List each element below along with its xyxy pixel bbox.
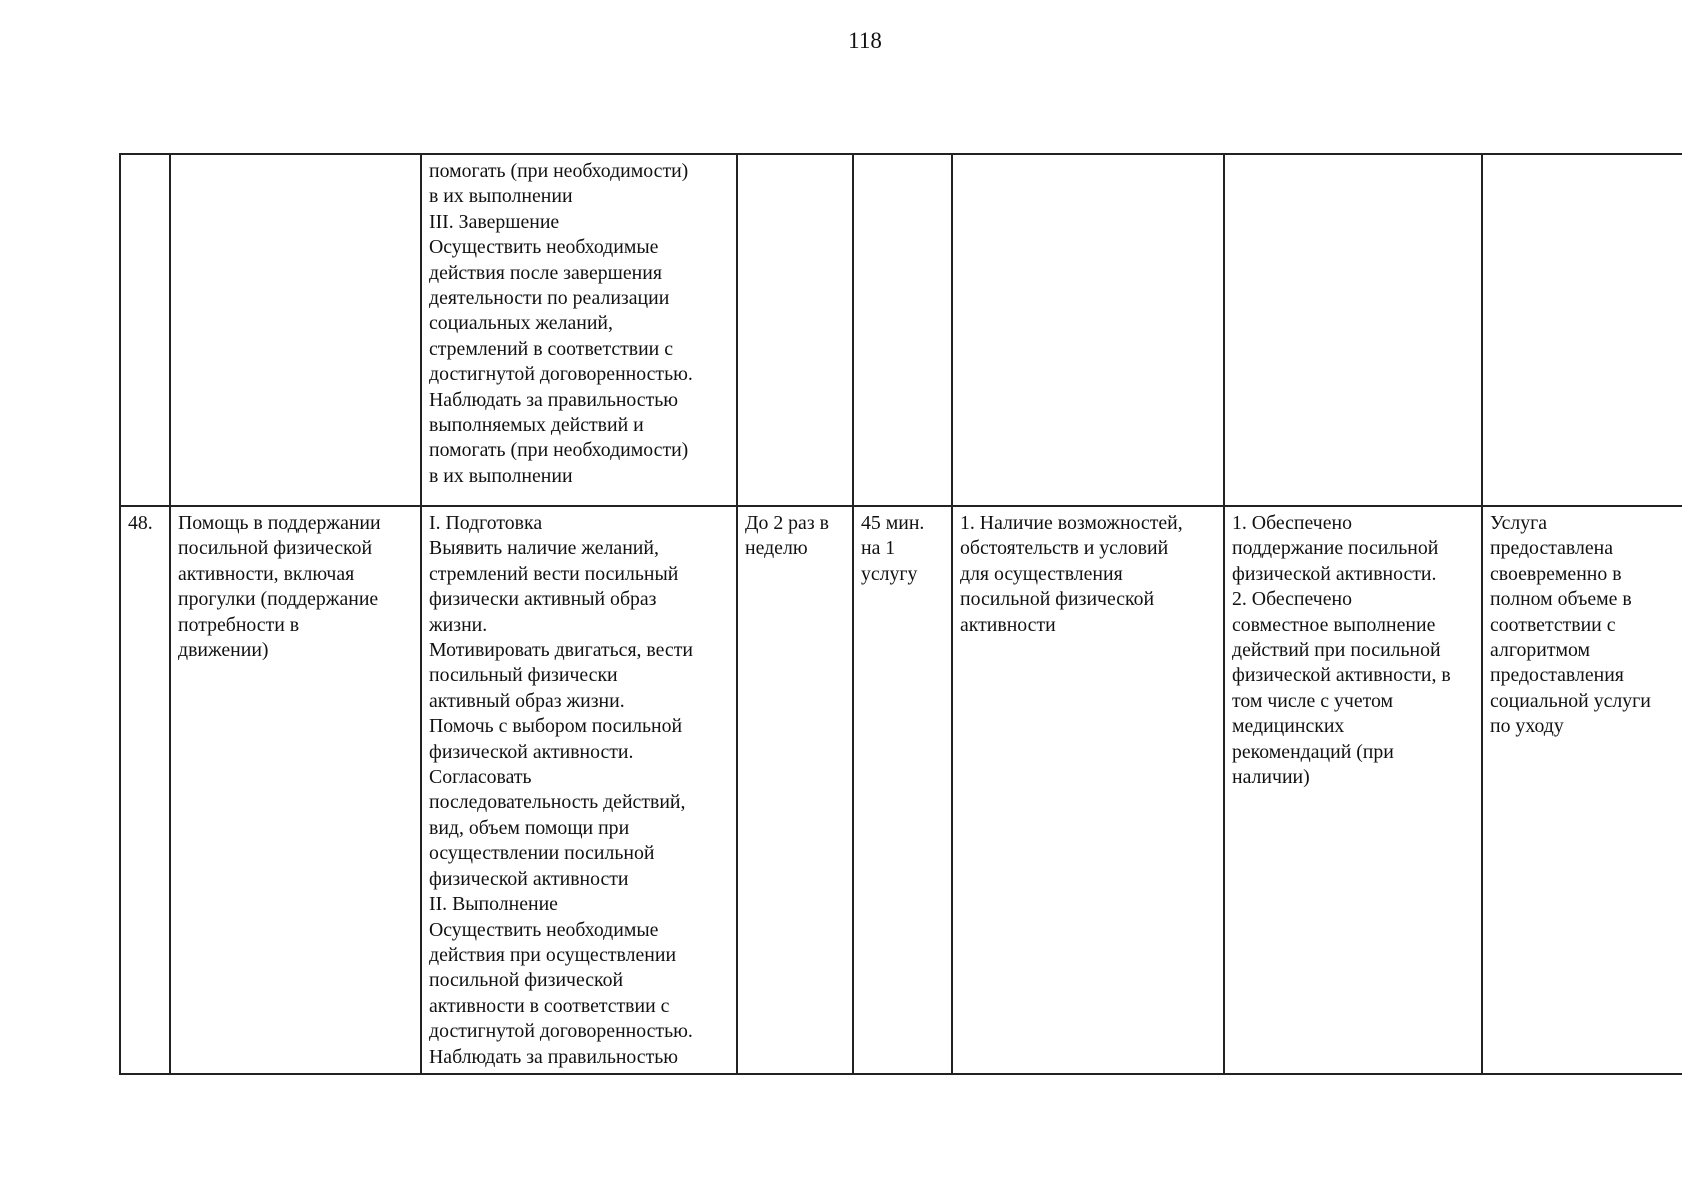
- cell-line: активности: [960, 613, 1056, 636]
- cell-line: своевременно в: [1490, 562, 1622, 585]
- cell-line: полном объеме в: [1490, 588, 1632, 611]
- cell-line: физически активный образ: [429, 588, 657, 611]
- cell-conditions: [952, 506, 1224, 1074]
- cell-line: I. Подготовка: [429, 512, 543, 534]
- cell-line: по уходу: [1490, 715, 1564, 738]
- cell-line: деятельности по реализации: [429, 287, 670, 310]
- cell-line: достигнутой договоренностью.: [429, 1020, 693, 1043]
- cell-line: активности в соответствии с: [429, 994, 670, 1017]
- cell-algorithm: [421, 506, 737, 1074]
- cell-line: Согласовать: [429, 766, 532, 789]
- cell-line: действия после завершения: [429, 261, 662, 284]
- cell-line: в их выполнении: [429, 185, 573, 208]
- cell-line: II. Выполнение: [429, 893, 558, 916]
- cell-line: 2. Обеспечено: [1232, 588, 1353, 611]
- cell-line: действия при осуществлении: [429, 943, 677, 966]
- cell-line: социальных желаний,: [429, 312, 613, 335]
- cell-duration: [853, 154, 952, 506]
- cell-line: действий при посильной: [1232, 639, 1441, 662]
- cell-line: жизни.: [429, 613, 488, 636]
- cell-service-name: [170, 154, 421, 506]
- cell-line: посильной физической: [178, 537, 373, 560]
- table-row-48: [120, 506, 1682, 1074]
- cell-line: помогать (при необходимости): [429, 160, 689, 182]
- cell-frequency: [737, 506, 853, 1074]
- cell-line: III. Завершение: [429, 210, 560, 233]
- cell-line: том числе с учетом: [1232, 689, 1394, 712]
- cell-number: [120, 506, 170, 1074]
- cell-result: [1482, 506, 1682, 1074]
- cell-line: совместное выполнение: [1232, 613, 1436, 636]
- cell-line: обстоятельств и условий: [960, 537, 1169, 560]
- cell-line: поддержание посильной: [1232, 537, 1439, 560]
- cell-line: физической активности, в: [1232, 664, 1451, 687]
- cell-indicators: [1224, 154, 1482, 506]
- cell-line: помогать (при необходимости): [429, 439, 689, 462]
- cell-line: выполняемых действий и: [429, 414, 644, 437]
- cell-line: медицинских: [1232, 715, 1345, 738]
- table-row-continued: [120, 154, 1682, 506]
- cell-service-name: [170, 506, 421, 1074]
- cell-line: прогулки (поддержание: [178, 588, 379, 611]
- cell-line: посильной физической: [429, 969, 624, 992]
- cell-line: соответствии с: [1490, 613, 1616, 636]
- cell-line: До 2 раз в: [745, 512, 829, 534]
- cell-line: активный образ жизни.: [429, 689, 625, 712]
- cell-line: для осуществления: [960, 562, 1123, 585]
- cell-line: наличии): [1232, 766, 1310, 789]
- cell-line: неделю: [745, 537, 808, 560]
- cell-line: услугу: [861, 562, 918, 585]
- cell-line: предоставления: [1490, 664, 1624, 687]
- cell-line: физической активности.: [1232, 562, 1437, 585]
- cell-line: физической активности: [429, 867, 629, 890]
- cell-line: 1. Наличие возможностей,: [960, 512, 1183, 534]
- cell-line: стремлений вести посильный: [429, 562, 679, 585]
- cell-line: достигнутой договоренностью.: [429, 363, 693, 386]
- cell-line: вид, объем помощи при: [429, 816, 630, 839]
- cell-line: Помощь в поддержании: [178, 512, 381, 534]
- cell-algorithm: [421, 154, 737, 506]
- cell-line: посильный физически: [429, 664, 618, 687]
- cell-line: 1. Обеспечено: [1232, 512, 1353, 534]
- cell-line: Осуществить необходимые: [429, 918, 659, 941]
- cell-frequency: [737, 154, 853, 506]
- cell-line: алгоритмом: [1490, 639, 1591, 662]
- cell-line: Помочь с выбором посильной: [429, 715, 683, 738]
- cell-line: физической активности.: [429, 740, 634, 763]
- cell-line: стремлений в соответствии с: [429, 337, 673, 360]
- cell-indicators: [1224, 506, 1482, 1074]
- page-number: 118: [848, 28, 882, 53]
- cell-duration: [853, 506, 952, 1074]
- cell-line: Наблюдать за правильностью: [429, 1045, 679, 1068]
- cell-line: 45 мин.: [861, 512, 925, 534]
- cell-line: Услуга: [1490, 512, 1548, 534]
- cell-line: движении): [178, 639, 269, 662]
- cell-conditions: [952, 154, 1224, 506]
- cell-line: осуществлении посильной: [429, 842, 655, 865]
- cell-line: последовательность действий,: [429, 791, 686, 814]
- cell-line: в их выполнении: [429, 464, 573, 487]
- cell-line: потребности в: [178, 613, 300, 636]
- cell-line: предоставлена: [1490, 537, 1613, 560]
- services-table: [119, 153, 1682, 1075]
- cell-line: 48.: [128, 512, 153, 534]
- cell-line: Наблюдать за правильностью: [429, 388, 679, 411]
- cell-line: активности, включая: [178, 562, 355, 585]
- cell-line: Мотивировать двигаться, вести: [429, 639, 693, 662]
- cell-line: на 1: [861, 537, 896, 560]
- cell-line: посильной физической: [960, 588, 1155, 611]
- cell-line: социальной услуги: [1490, 689, 1651, 712]
- cell-line: Осуществить необходимые: [429, 236, 659, 259]
- cell-result: [1482, 154, 1682, 506]
- cell-line: Выявить наличие желаний,: [429, 537, 659, 560]
- cell-line: рекомендаций (при: [1232, 740, 1394, 763]
- cell-number: [120, 154, 170, 506]
